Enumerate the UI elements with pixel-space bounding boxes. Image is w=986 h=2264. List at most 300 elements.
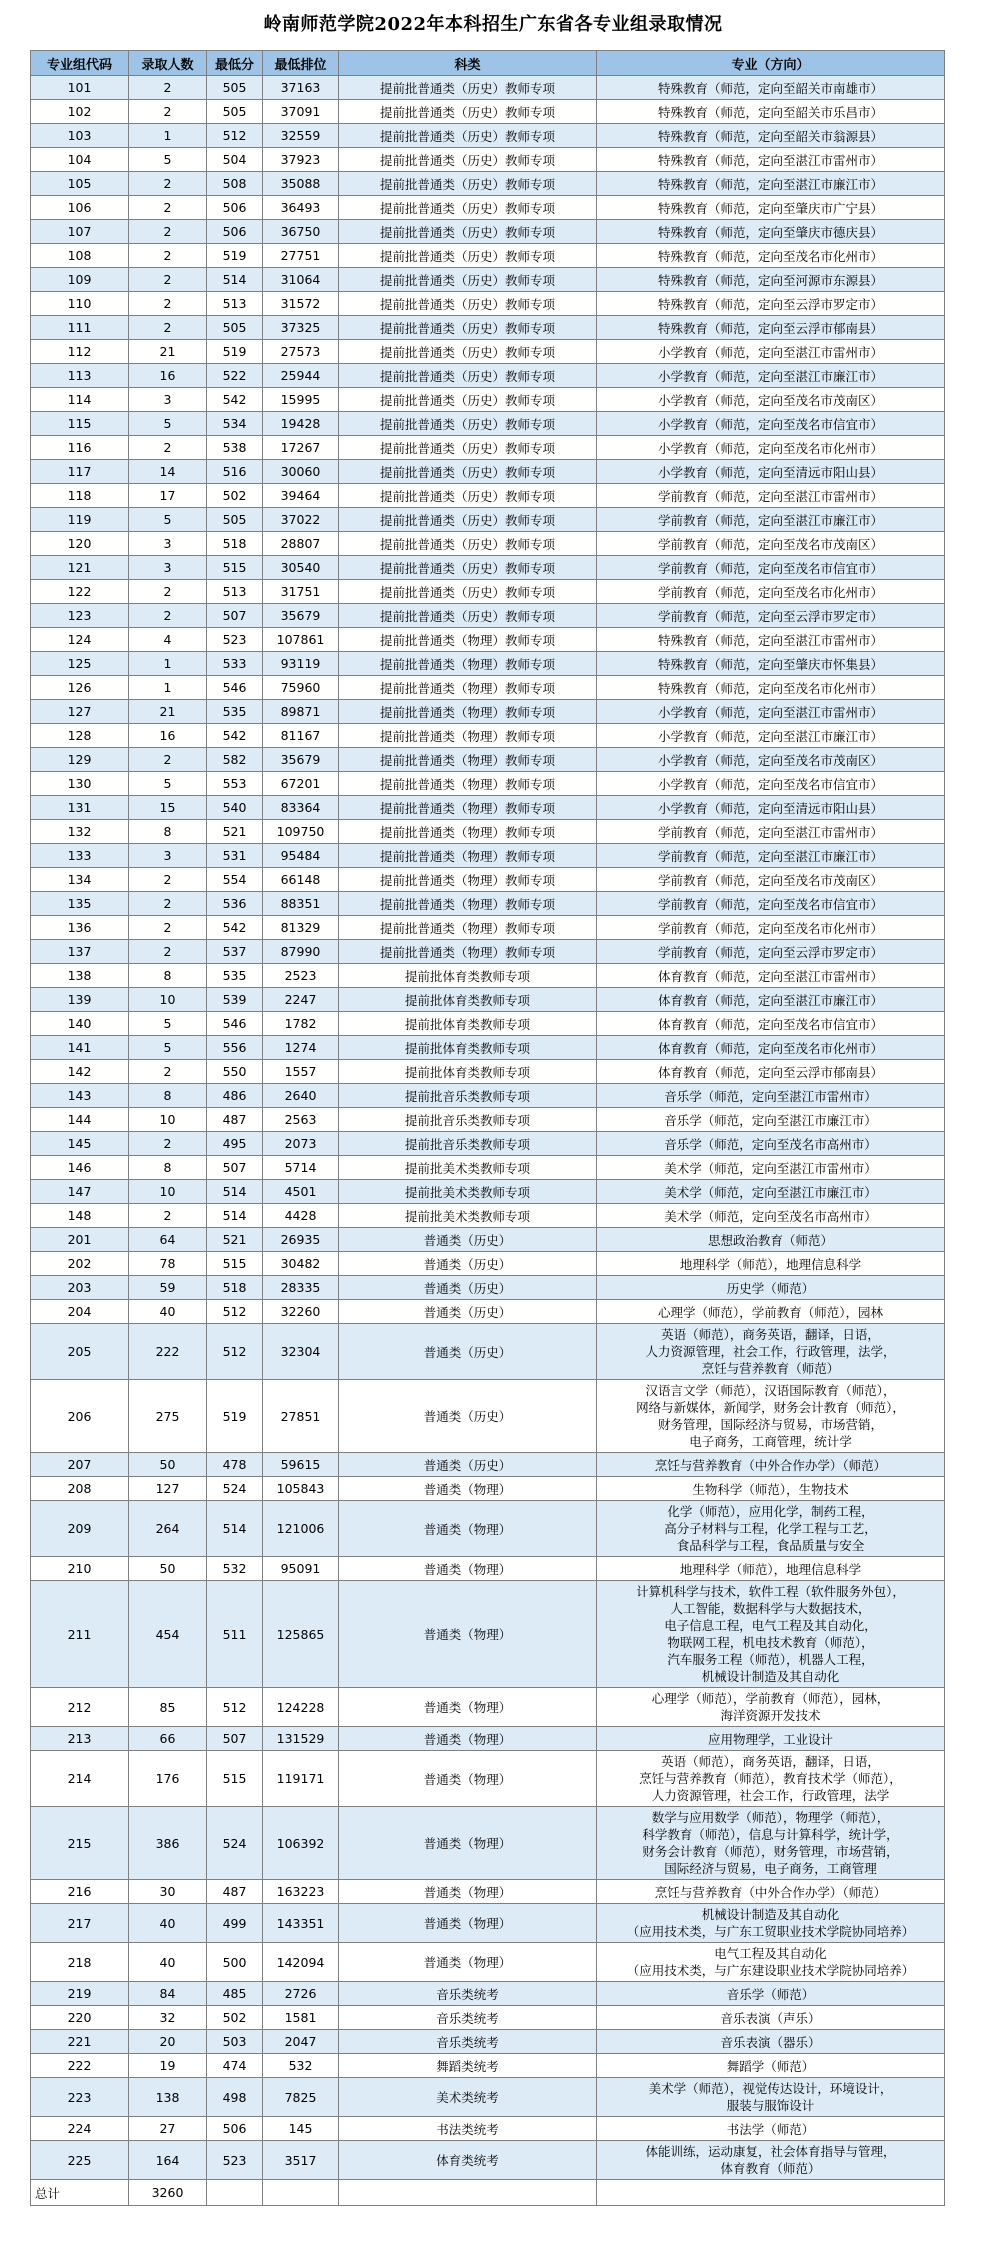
code-cell: 123 [31,604,129,628]
count-cell: 3 [129,556,207,580]
major-cell [597,388,945,412]
table-row [31,604,945,628]
min-rank-cell: 39464 [263,484,339,508]
major-cell [597,556,945,580]
major-cell [597,820,945,844]
code-cell: 121 [31,556,129,580]
table-row [31,1807,945,1880]
code-cell: 109 [31,268,129,292]
table-row [31,628,945,652]
major-line: 舞蹈学（师范） [726,2058,815,2074]
min-score-cell: 505 [207,316,263,340]
table-row [31,244,945,268]
min-score-cell: 523 [207,2141,263,2180]
major-line: 人力资源管理，社会工作，行政管理，法学， [645,1344,896,1359]
major-cell [597,532,945,556]
min-score-cell: 539 [207,988,263,1012]
min-score-cell: 498 [207,2078,263,2117]
count-cell: 27 [129,2117,207,2141]
count-cell: 15 [129,796,207,820]
major-cell [597,1807,945,1880]
count-cell: 8 [129,964,207,988]
category-cell: 普通类（物理） [339,1807,597,1880]
major-line: 学前教育（师范，定向至茂名市信宜市） [657,560,883,576]
major-line: 数学与应用数学（师范），物理学（师范）， [651,1810,890,1825]
category-cell: 提前批普通类（历史）教师专项 [339,556,597,580]
table-row [31,1204,945,1228]
min-score-cell: 553 [207,772,263,796]
major-cell [597,1084,945,1108]
major-cell [597,124,945,148]
category-cell: 普通类（物理） [339,1501,597,1557]
min-rank-cell: 15995 [263,388,339,412]
major-line: 机械设计制造及其自动化 [701,1669,840,1684]
major-line: 学前教育（师范，定向至茂名市信宜市） [657,896,883,912]
code-cell: 117 [31,460,129,484]
major-cell [597,1581,945,1688]
major-cell [597,1453,945,1477]
count-cell: 16 [129,364,207,388]
header-count: 录取人数 [129,51,207,76]
min-score-cell: 582 [207,748,263,772]
major-cell [597,1727,945,1751]
count-cell: 40 [129,1300,207,1324]
category-cell: 提前批普通类（物理）教师专项 [339,772,597,796]
min-score-cell: 542 [207,916,263,940]
major-line: 美术学（师范，定向至湛江市廉江市） [664,1184,877,1200]
count-cell: 1 [129,124,207,148]
code-cell: 125 [31,652,129,676]
code-cell: 118 [31,484,129,508]
table-row [31,484,945,508]
major-cell [597,1477,945,1501]
count-cell: 2 [129,316,207,340]
category-cell: 提前批普通类（物理）教师专项 [339,724,597,748]
min-score-cell: 513 [207,292,263,316]
major-cell [597,2054,945,2078]
major-line: 人工智能，数据科学与大数据技术， [670,1601,871,1616]
category-cell: 提前批普通类（物理）教师专项 [339,676,597,700]
major-line: 历史学（师范） [726,1280,815,1296]
min-score-cell: 512 [207,1300,263,1324]
count-cell: 10 [129,988,207,1012]
count-cell: 2 [129,172,207,196]
category-cell: 提前批音乐类教师专项 [339,1084,597,1108]
major-cell [597,1132,945,1156]
min-score-cell: 554 [207,868,263,892]
major-cell [597,196,945,220]
count-cell: 17 [129,484,207,508]
min-rank-cell: 31751 [263,580,339,604]
code-cell: 209 [31,1501,129,1557]
count-cell: 5 [129,1036,207,1060]
table-row [31,772,945,796]
category-cell: 提前批普通类（物理）教师专项 [339,796,597,820]
table-row [31,100,945,124]
category-cell: 普通类（历史） [339,1276,597,1300]
min-score-cell: 518 [207,532,263,556]
category-cell: 提前批普通类（物理）教师专项 [339,652,597,676]
admission-table [30,50,945,2206]
table-row [31,748,945,772]
count-cell: 2 [129,244,207,268]
major-line: 特殊教育（师范，定向至韶关市翁源县） [657,128,883,144]
table-row [31,556,945,580]
major-cell [597,436,945,460]
table-row [31,1501,945,1557]
major-cell [597,628,945,652]
category-cell: 提前批普通类（历史）教师专项 [339,220,597,244]
major-line: 地理科学（师范），地理信息科学 [679,1256,862,1272]
min-score-cell: 519 [207,340,263,364]
category-cell: 普通类（物理） [339,1581,597,1688]
major-line: 小学教育（师范，定向至茂名市茂南区） [657,752,883,768]
category-cell: 提前批普通类（物理）教师专项 [339,748,597,772]
code-cell: 137 [31,940,129,964]
min-score-cell: 515 [207,1751,263,1807]
table-row [31,2078,945,2117]
count-cell: 14 [129,460,207,484]
major-line: 汽车服务工程（师范），机器人工程， [667,1652,874,1667]
major-line: 学前教育（师范，定向至云浮市罗定市） [657,944,883,960]
count-cell: 59 [129,1276,207,1300]
count-cell: 2 [129,940,207,964]
min-rank-cell: 27573 [263,340,339,364]
min-score-cell: 542 [207,724,263,748]
category-cell: 提前批普通类（物理）教师专项 [339,868,597,892]
category-cell: 提前批普通类（历史）教师专项 [339,172,597,196]
code-cell: 201 [31,1228,129,1252]
category-cell: 体育类统考 [339,2141,597,2180]
code-cell: 128 [31,724,129,748]
major-cell [597,76,945,100]
min-rank-cell: 25944 [263,364,339,388]
count-cell: 5 [129,148,207,172]
code-cell: 222 [31,2054,129,2078]
category-cell: 提前批普通类（历史）教师专项 [339,364,597,388]
min-score-cell: 535 [207,700,263,724]
major-line: 地理科学（师范），地理信息科学 [679,1561,862,1577]
table-row [31,1252,945,1276]
empty-cell [263,2180,339,2206]
min-rank-cell: 2247 [263,988,339,1012]
category-cell: 舞蹈类统考 [339,2054,597,2078]
table-row [31,2117,945,2141]
min-rank-cell: 143351 [263,1904,339,1943]
min-rank-cell: 17267 [263,436,339,460]
min-rank-cell: 1581 [263,2006,339,2030]
code-cell: 124 [31,628,129,652]
major-cell [597,1276,945,1300]
category-cell: 提前批体育类教师专项 [339,1036,597,1060]
table-row [31,940,945,964]
count-cell: 8 [129,820,207,844]
count-cell: 2 [129,604,207,628]
major-cell [597,1380,945,1453]
major-line: 服装与服饰设计 [726,2098,815,2113]
min-score-cell: 506 [207,220,263,244]
code-cell: 120 [31,532,129,556]
table-row [31,460,945,484]
min-rank-cell: 81167 [263,724,339,748]
table-row [31,1557,945,1581]
major-line: 音乐表演（声乐） [720,2010,821,2026]
category-cell: 提前批美术类教师专项 [339,1180,597,1204]
major-line: 化学（师范），应用化学，制药工程， [667,1504,874,1519]
code-cell: 108 [31,244,129,268]
table-row [31,1108,945,1132]
major-line: 学前教育（师范，定向至湛江市雷州市） [657,824,883,840]
major-cell [597,148,945,172]
major-line: 小学教育（师范，定向至湛江市廉江市） [657,728,883,744]
min-score-cell: 515 [207,1252,263,1276]
major-cell [597,748,945,772]
min-rank-cell: 36750 [263,220,339,244]
table-row [31,76,945,100]
major-cell [597,1943,945,1982]
min-rank-cell: 83364 [263,796,339,820]
major-line: （应用技术类，与广东建设职业技术学院协同培养） [626,1963,915,1978]
major-line: 海洋资源开发技术 [720,1708,821,1723]
major-line: 小学教育（师范，定向至湛江市雷州市） [657,344,883,360]
major-cell [597,1300,945,1324]
min-rank-cell: 37163 [263,76,339,100]
count-cell: 2 [129,196,207,220]
min-rank-cell: 109750 [263,820,339,844]
category-cell: 普通类（物理） [339,1751,597,1807]
code-cell: 210 [31,1557,129,1581]
code-cell: 223 [31,2078,129,2117]
min-rank-cell: 27851 [263,1380,339,1453]
count-cell: 5 [129,772,207,796]
major-line: 特殊教育（师范，定向至韶关市南雄市） [657,80,883,96]
major-line: 体育教育（师范，定向至茂名市信宜市） [657,1016,883,1032]
major-line: 思想政治教育（师范） [707,1232,833,1248]
min-rank-cell: 87990 [263,940,339,964]
code-cell: 141 [31,1036,129,1060]
min-rank-cell: 37325 [263,316,339,340]
min-rank-cell: 81329 [263,916,339,940]
count-cell: 40 [129,1904,207,1943]
min-rank-cell: 31064 [263,268,339,292]
major-line: 特殊教育（师范，定向至湛江市雷州市） [657,632,883,648]
min-score-cell: 534 [207,412,263,436]
min-rank-cell: 59615 [263,1453,339,1477]
major-cell [597,2006,945,2030]
code-cell: 216 [31,1880,129,1904]
category-cell: 美术类统考 [339,2078,597,2117]
header-min-rank: 最低排位 [263,51,339,76]
major-line: 英语（师范），商务英语，翻译，日语， [661,1754,880,1769]
major-line: 特殊教育（师范，定向至韶关市乐昌市） [657,104,883,120]
min-score-cell: 505 [207,508,263,532]
major-cell [597,1036,945,1060]
major-line: 小学教育（师范，定向至茂名市化州市） [657,440,883,456]
min-score-cell: 487 [207,1880,263,1904]
table-row [31,172,945,196]
min-score-cell: 524 [207,1477,263,1501]
min-rank-cell: 2047 [263,2030,339,2054]
count-cell: 3 [129,532,207,556]
category-cell: 提前批普通类（物理）教师专项 [339,892,597,916]
major-line: 科学教育（师范），信息与计算科学，统计学， [642,1827,899,1842]
code-cell: 220 [31,2006,129,2030]
min-score-cell: 518 [207,1276,263,1300]
category-cell: 提前批体育类教师专项 [339,988,597,1012]
major-cell [597,916,945,940]
category-cell: 普通类（物理） [339,1727,597,1751]
major-line: 计算机科学与技术，软件工程（软件服务外包）， [636,1584,905,1599]
min-rank-cell: 75960 [263,676,339,700]
major-line: 学前教育（师范，定向至茂名市化州市） [657,920,883,936]
category-cell: 提前批普通类（历史）教师专项 [339,148,597,172]
min-score-cell: 523 [207,628,263,652]
min-rank-cell: 93119 [263,652,339,676]
code-cell: 211 [31,1581,129,1688]
major-cell [597,2141,945,2180]
min-rank-cell: 121006 [263,1501,339,1557]
category-cell: 普通类（物理） [339,1557,597,1581]
table-row [31,292,945,316]
category-cell: 提前批普通类（历史）教师专项 [339,244,597,268]
major-line: 小学教育（师范，定向至茂名市信宜市） [657,416,883,432]
header-category: 科类 [339,51,597,76]
table-row [31,916,945,940]
category-cell: 普通类（物理） [339,1904,597,1943]
table-row [31,1581,945,1688]
major-cell [597,1252,945,1276]
major-cell [597,580,945,604]
min-score-cell: 502 [207,2006,263,2030]
major-line: 国际经济与贸易，电子商务，工商管理 [664,1861,877,1876]
header-code: 专业组代码 [31,51,129,76]
major-line: 特殊教育（师范，定向至茂名市化州市） [657,680,883,696]
min-rank-cell: 19428 [263,412,339,436]
major-cell [597,796,945,820]
major-line: 特殊教育（师范，定向至云浮市罗定市） [657,296,883,312]
table-header-row [31,51,945,76]
code-cell: 212 [31,1688,129,1727]
count-cell: 2 [129,1060,207,1084]
table-row [31,700,945,724]
major-cell [597,1501,945,1557]
min-rank-cell: 28335 [263,1276,339,1300]
min-rank-cell: 35088 [263,172,339,196]
table-row [31,1084,945,1108]
min-rank-cell: 119171 [263,1751,339,1807]
major-cell [597,868,945,892]
category-cell: 普通类（历史） [339,1453,597,1477]
code-cell: 143 [31,1084,129,1108]
code-cell: 103 [31,124,129,148]
min-score-cell: 511 [207,1581,263,1688]
category-cell: 提前批普通类（历史）教师专项 [339,196,597,220]
min-rank-cell: 35679 [263,604,339,628]
table-row [31,532,945,556]
min-score-cell: 536 [207,892,263,916]
table-row [31,1324,945,1380]
code-cell: 202 [31,1252,129,1276]
major-line: 英语（师范），商务英语，翻译，日语， [661,1327,880,1342]
category-cell: 提前批普通类（历史）教师专项 [339,124,597,148]
code-cell: 217 [31,1904,129,1943]
min-rank-cell: 2726 [263,1982,339,2006]
major-cell [597,964,945,988]
major-line: 特殊教育（师范，定向至河源市东源县） [657,272,883,288]
major-cell [597,316,945,340]
major-cell [597,1982,945,2006]
major-cell [597,1688,945,1727]
code-cell: 147 [31,1180,129,1204]
major-line: 音乐学（师范，定向至湛江市廉江市） [664,1112,877,1128]
table-body [31,76,945,2206]
major-cell [597,1557,945,1581]
count-cell: 19 [129,2054,207,2078]
category-cell: 普通类（历史） [339,1228,597,1252]
count-cell: 50 [129,1557,207,1581]
count-cell: 64 [129,1228,207,1252]
code-cell: 129 [31,748,129,772]
code-cell: 133 [31,844,129,868]
code-cell: 219 [31,1982,129,2006]
min-rank-cell: 142094 [263,1943,339,1982]
count-cell: 264 [129,1501,207,1557]
min-rank-cell: 37923 [263,148,339,172]
code-cell: 116 [31,436,129,460]
count-cell: 386 [129,1807,207,1880]
category-cell: 提前批普通类（历史）教师专项 [339,532,597,556]
category-cell: 提前批普通类（历史）教师专项 [339,100,597,124]
count-cell: 2 [129,220,207,244]
major-line: 学前教育（师范，定向至茂名市化州市） [657,584,883,600]
min-rank-cell: 37022 [263,508,339,532]
count-cell: 138 [129,2078,207,2117]
min-score-cell: 507 [207,604,263,628]
total-count: 3260 [129,2180,207,2206]
min-score-cell: 537 [207,940,263,964]
count-cell: 2 [129,1132,207,1156]
major-line: 体育教育（师范，定向至湛江市廉江市） [657,992,883,1008]
count-cell: 32 [129,2006,207,2030]
major-line: 小学教育（师范，定向至湛江市雷州市） [657,704,883,720]
category-cell: 提前批体育类教师专项 [339,964,597,988]
major-cell [597,508,945,532]
count-cell: 176 [129,1751,207,1807]
code-cell: 203 [31,1276,129,1300]
count-cell: 222 [129,1324,207,1380]
code-cell: 142 [31,1060,129,1084]
category-cell: 音乐类统考 [339,2006,597,2030]
empty-cell [339,2180,597,2206]
major-line: 心理学（师范），学前教育（师范），园林 [657,1304,883,1320]
table-row [31,724,945,748]
category-cell: 音乐类统考 [339,2030,597,2054]
min-rank-cell: 7825 [263,2078,339,2117]
min-rank-cell: 36493 [263,196,339,220]
major-line: 音乐表演（器乐） [720,2034,821,2050]
major-line: 美术学（师范，定向至湛江市雷州市） [664,1160,877,1176]
table-row [31,676,945,700]
major-line: 音乐学（师范，定向至茂名市高州市） [664,1136,877,1152]
major-cell [597,460,945,484]
min-score-cell: 500 [207,1943,263,1982]
major-cell [597,892,945,916]
min-rank-cell: 89871 [263,700,339,724]
major-cell [597,484,945,508]
count-cell: 127 [129,1477,207,1501]
empty-cell [207,2180,263,2206]
code-cell: 146 [31,1156,129,1180]
